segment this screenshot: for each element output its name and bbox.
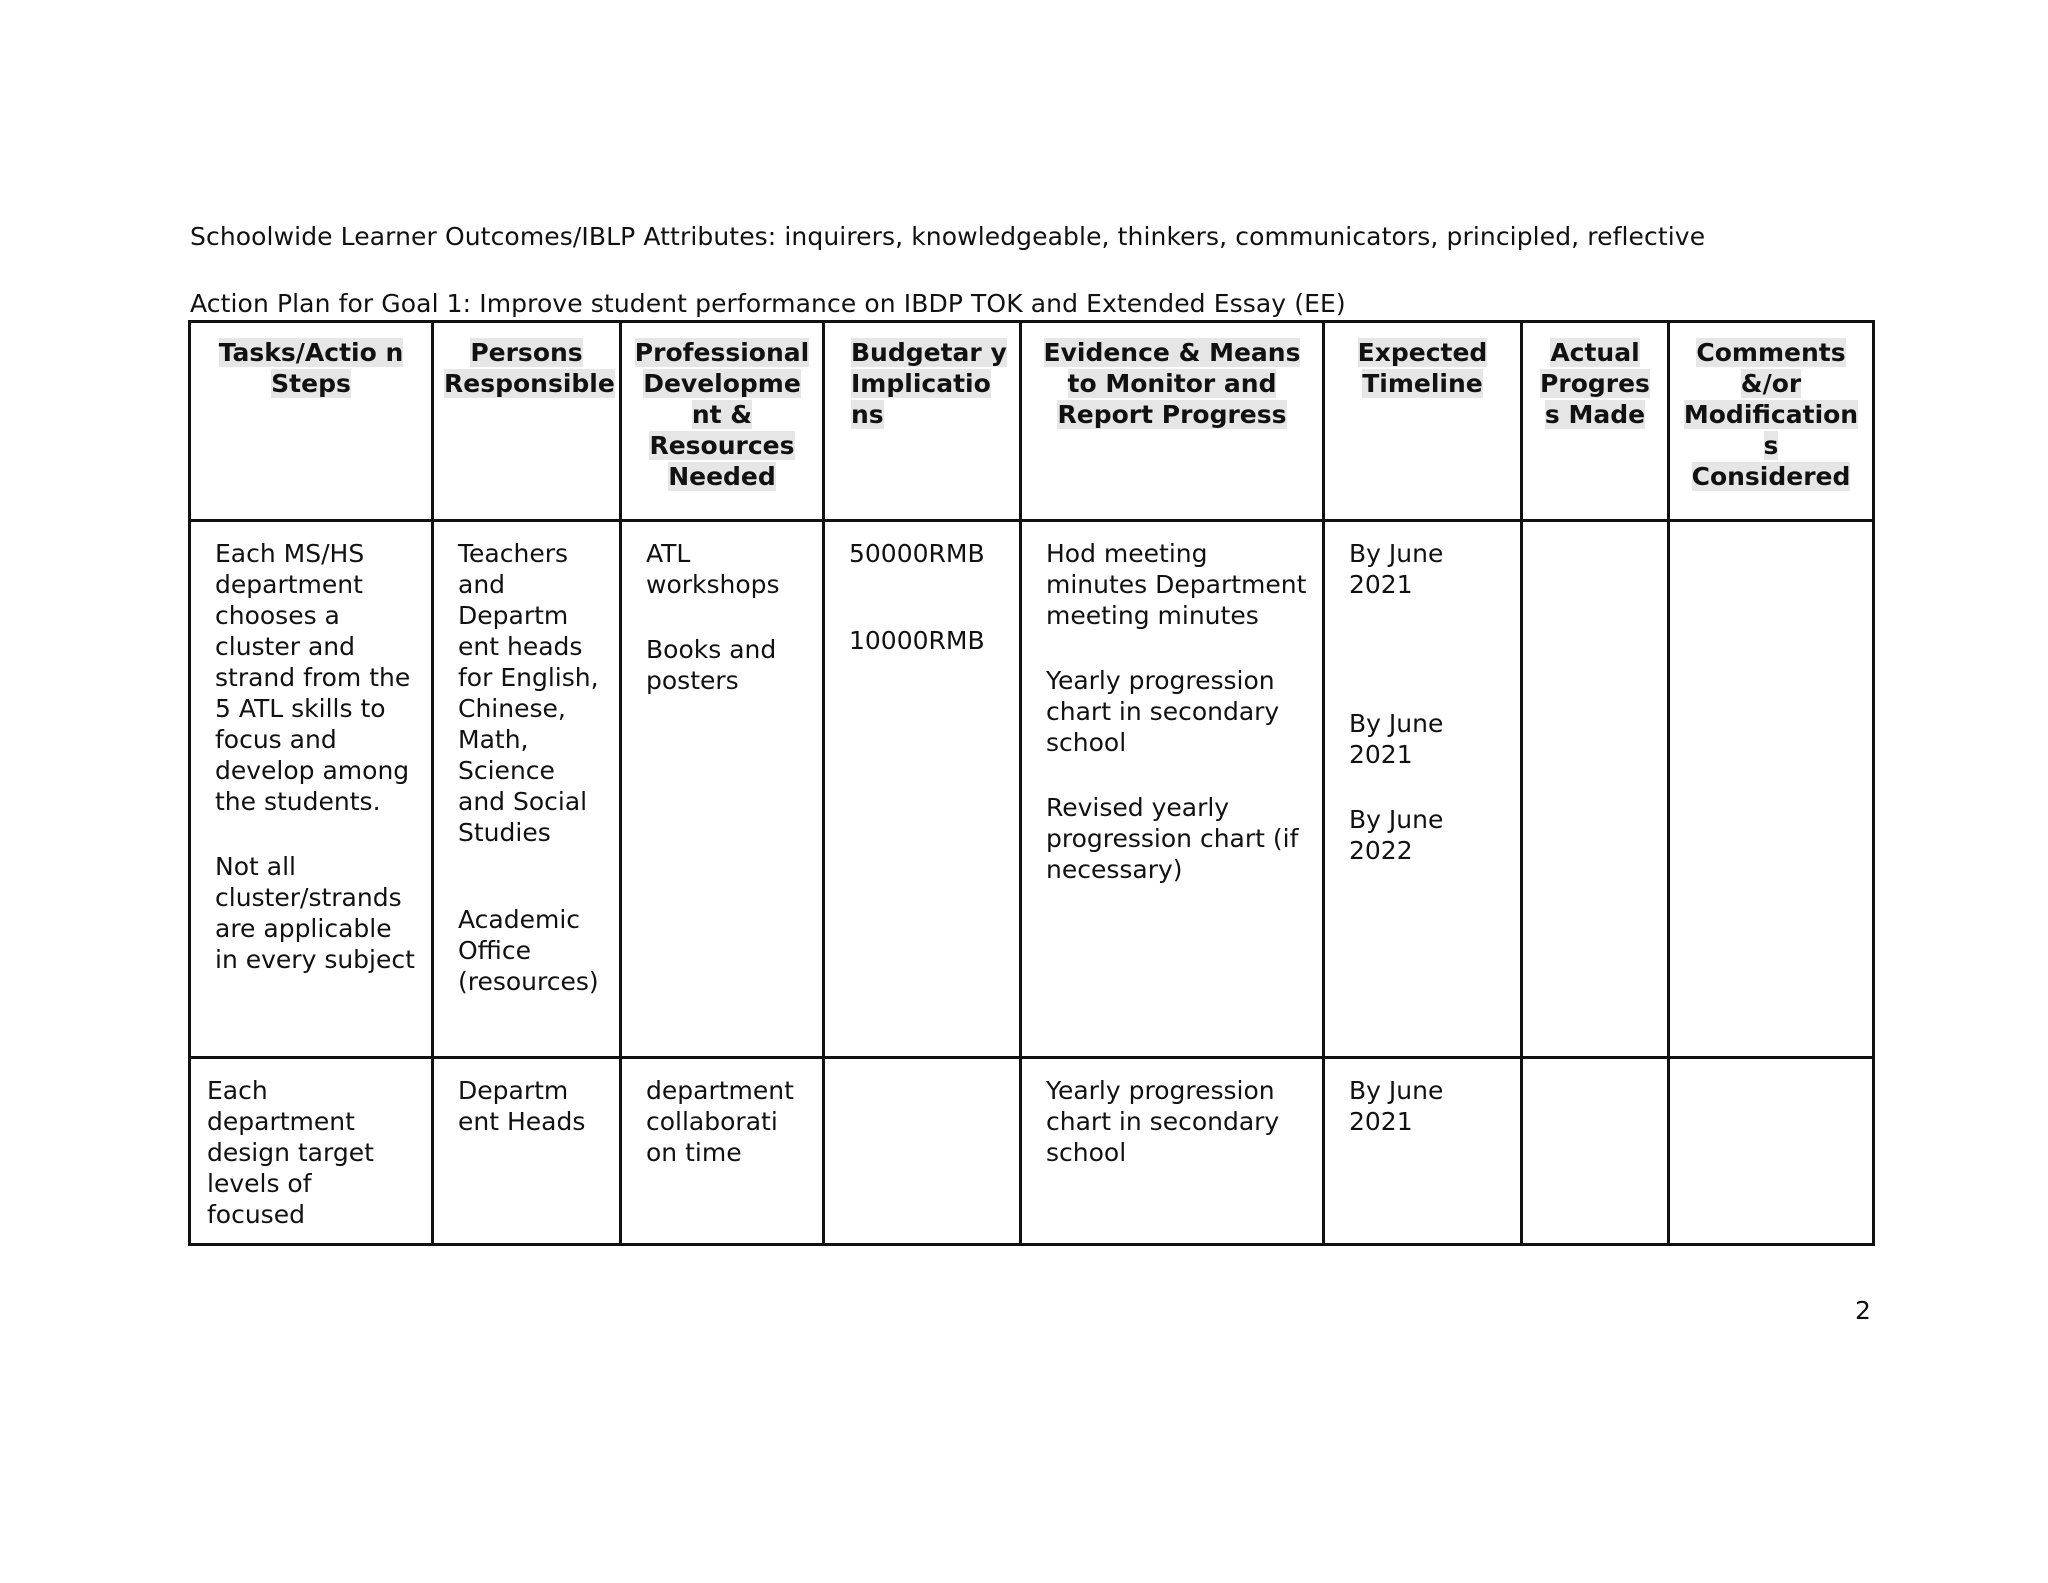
header-timeline: Expected Timeline: [1324, 322, 1522, 521]
cell-actual-progress: [1522, 521, 1669, 1058]
header-tasks: Tasks/Actio n Steps: [190, 322, 433, 521]
table-row: [190, 1058, 1874, 1245]
cell-resources: ATL workshops Books and posters: [621, 521, 824, 1058]
cell-timeline: By June 2021 By June 2021 By June 2022: [1324, 521, 1522, 1058]
cell-comments: [1669, 521, 1874, 1058]
header-comments: Comments &/or Modification s Considered: [1669, 322, 1874, 521]
action-plan-table: [188, 320, 1875, 1246]
table-header-row: [190, 322, 1874, 521]
cell-evidence: Hod meeting minutes Department meeting minutes Yearly progression chart in secondary school Revised yearly progression chart (if necessary): [1021, 521, 1324, 1058]
cell-actual-progress: [1522, 1058, 1669, 1245]
cell-persons: Departm ent Heads: [433, 1058, 621, 1245]
cell-persons: Teachers and Departm ent heads for English, Chinese, Math, Science and Social Studies Academic Office (resources): [433, 521, 621, 1058]
header-evidence: Evidence & Means to Monitor and Report Progress: [1021, 322, 1324, 521]
table-row: [190, 521, 1874, 1058]
header-resources: Professional Developme nt & Resources Needed: [621, 322, 824, 521]
header-persons: Persons Responsible: [433, 322, 621, 521]
cell-budget: [824, 1058, 1021, 1245]
schoolwide-learner-outcomes: Schoolwide Learner Outcomes/IBLP Attributes: inquirers, knowledgeable, thinkers, communicators, principled, reflective: [190, 222, 1706, 251]
page-number: 2: [1855, 1296, 1871, 1325]
header-budget: Budgetar y Implicatio ns: [824, 322, 1021, 521]
cell-budget: 50000RMB 10000RMB: [824, 521, 1021, 1058]
cell-tasks: Each MS/HS department chooses a cluster and strand from the 5 ATL skills to focus and develop among the students. Not all cluster/strands are applicable in every subject: [190, 521, 433, 1058]
action-plan-title: Action Plan for Goal 1: Improve student performance on IBDP TOK and Extended Essay (EE): [190, 289, 1346, 318]
cell-tasks: Each department design target levels of focused: [190, 1058, 433, 1245]
cell-evidence: Yearly progression chart in secondary school: [1021, 1058, 1324, 1245]
cell-comments: [1669, 1058, 1874, 1245]
cell-resources: department collaborati on time: [621, 1058, 824, 1245]
header-actual-progress: Actual Progres s Made: [1522, 322, 1669, 521]
cell-timeline: By June 2021: [1324, 1058, 1522, 1245]
